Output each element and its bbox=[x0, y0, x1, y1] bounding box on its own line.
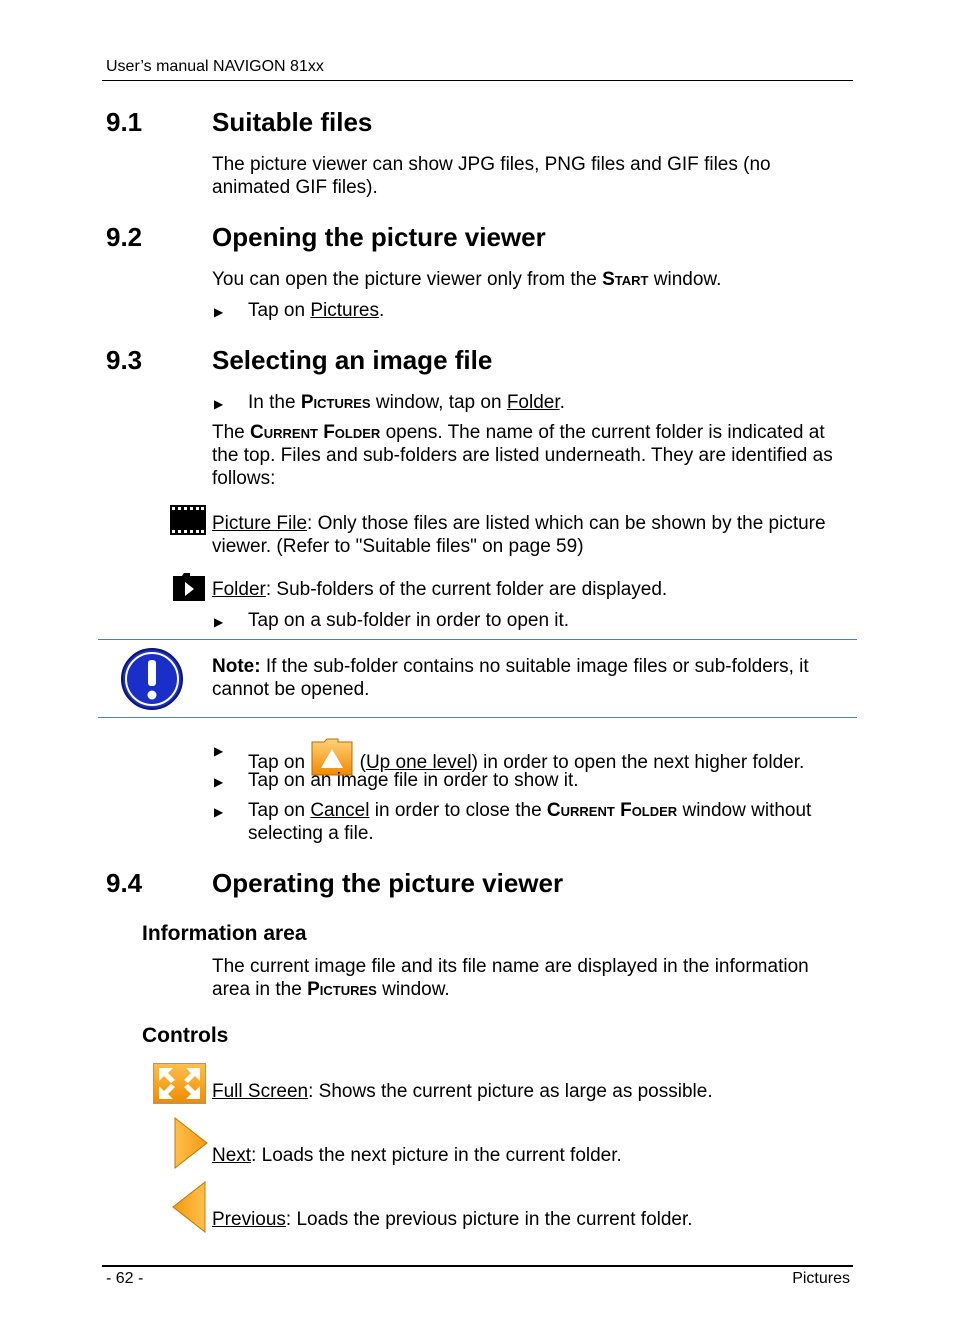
full-screen-description: Full Screen: Shows the current picture as large as possible. bbox=[212, 1081, 713, 1102]
running-header: User’s manual NAVIGON 81xx bbox=[106, 58, 324, 75]
bullet-icon: ▶ bbox=[214, 305, 224, 319]
pictures-link[interactable]: Pictures bbox=[310, 300, 379, 321]
step-tap-folder: In the Pictures window, tap on Folder. bbox=[248, 392, 565, 413]
section-9-2-number: 9.2 bbox=[106, 222, 143, 252]
folder-link-2[interactable]: Folder bbox=[212, 579, 266, 600]
section-9-4-number: 9.4 bbox=[106, 868, 143, 898]
section-9-4-title: Operating the picture viewer bbox=[212, 868, 564, 898]
full-screen-link[interactable]: Full Screen bbox=[212, 1081, 309, 1102]
step-tap-pictures: Tap on Pictures. bbox=[248, 300, 385, 321]
next-link[interactable]: Next bbox=[212, 1145, 252, 1166]
section-9-1-title: Suitable files bbox=[212, 107, 373, 137]
page-number: - 62 - bbox=[106, 1270, 144, 1287]
full-screen-icon bbox=[153, 1063, 206, 1104]
step-show-image: Tap on an image file in order to show it. bbox=[248, 770, 579, 791]
step-cancel: Tap on Cancel in order to close the Current Folder window without selecting a file. bbox=[248, 800, 812, 844]
next-description: Next: Loads the next picture in the current folder. bbox=[212, 1145, 622, 1166]
footer-section: Pictures bbox=[792, 1270, 850, 1287]
picture-file-description: Picture File: Only those files are listed which can be shown by the picture viewer. (Refer to "Suitable files" on page 59) bbox=[212, 513, 826, 557]
step-open-subfolder: Tap on a sub-folder in order to open it. bbox=[248, 610, 570, 631]
section-9-1-number: 9.1 bbox=[106, 107, 143, 137]
information-area-text: The current image file and its file name are displayed in the information area in the Pictures window. bbox=[212, 956, 809, 1000]
cancel-link[interactable]: Cancel bbox=[310, 800, 370, 821]
bullet-icon: ▶ bbox=[214, 615, 224, 629]
section-9-2-text: You can open the picture viewer only from the Start window. bbox=[212, 269, 722, 290]
next-arrow-icon bbox=[174, 1117, 208, 1169]
bullet-icon: ▶ bbox=[214, 805, 224, 819]
note-text: Note: If the sub-folder contains no suitable image files or sub-folders, it cannot be opened. bbox=[212, 656, 809, 700]
bullet-icon: ▶ bbox=[214, 744, 224, 758]
footer-rule bbox=[102, 1265, 853, 1267]
picture-file-link[interactable]: Picture File bbox=[212, 513, 308, 534]
header-rule bbox=[102, 80, 853, 81]
bullet-icon: ▶ bbox=[214, 397, 224, 411]
section-9-3-number: 9.3 bbox=[106, 345, 143, 375]
folder-description: Folder: Sub-folders of the current folder are displayed. bbox=[212, 579, 668, 600]
section-9-1-text: The picture viewer can show JPG files, PNG files and GIF files (no animated GIF files). bbox=[212, 154, 771, 198]
step-up-one-level: Tap on (Up one level) in order to open the next higher folder. bbox=[248, 738, 858, 776]
up-one-level-link[interactable]: Up one level bbox=[365, 752, 472, 773]
section-9-2-title: Opening the picture viewer bbox=[212, 222, 546, 252]
information-area-heading: Information area bbox=[142, 922, 307, 945]
note-top-rule bbox=[98, 639, 857, 640]
film-strip-icon bbox=[170, 505, 206, 535]
start-window-name: Start bbox=[602, 269, 649, 290]
bullet-icon: ▶ bbox=[214, 775, 224, 789]
folder-link[interactable]: Folder bbox=[506, 392, 560, 413]
previous-description: Previous: Loads the previous picture in the current folder. bbox=[212, 1209, 693, 1230]
exclamation-icon bbox=[120, 647, 184, 711]
previous-arrow-icon bbox=[172, 1181, 206, 1233]
controls-heading: Controls bbox=[142, 1024, 229, 1047]
previous-link[interactable]: Previous bbox=[212, 1209, 286, 1230]
current-folder-description: The Current Folder opens. The name of the current folder is indicated at the top. Files and sub-folders are listed underneath. They are identified as follows: bbox=[212, 422, 833, 489]
folder-play-icon bbox=[172, 572, 206, 602]
section-9-3-title: Selecting an image file bbox=[212, 345, 493, 375]
note-bottom-rule bbox=[98, 717, 857, 718]
